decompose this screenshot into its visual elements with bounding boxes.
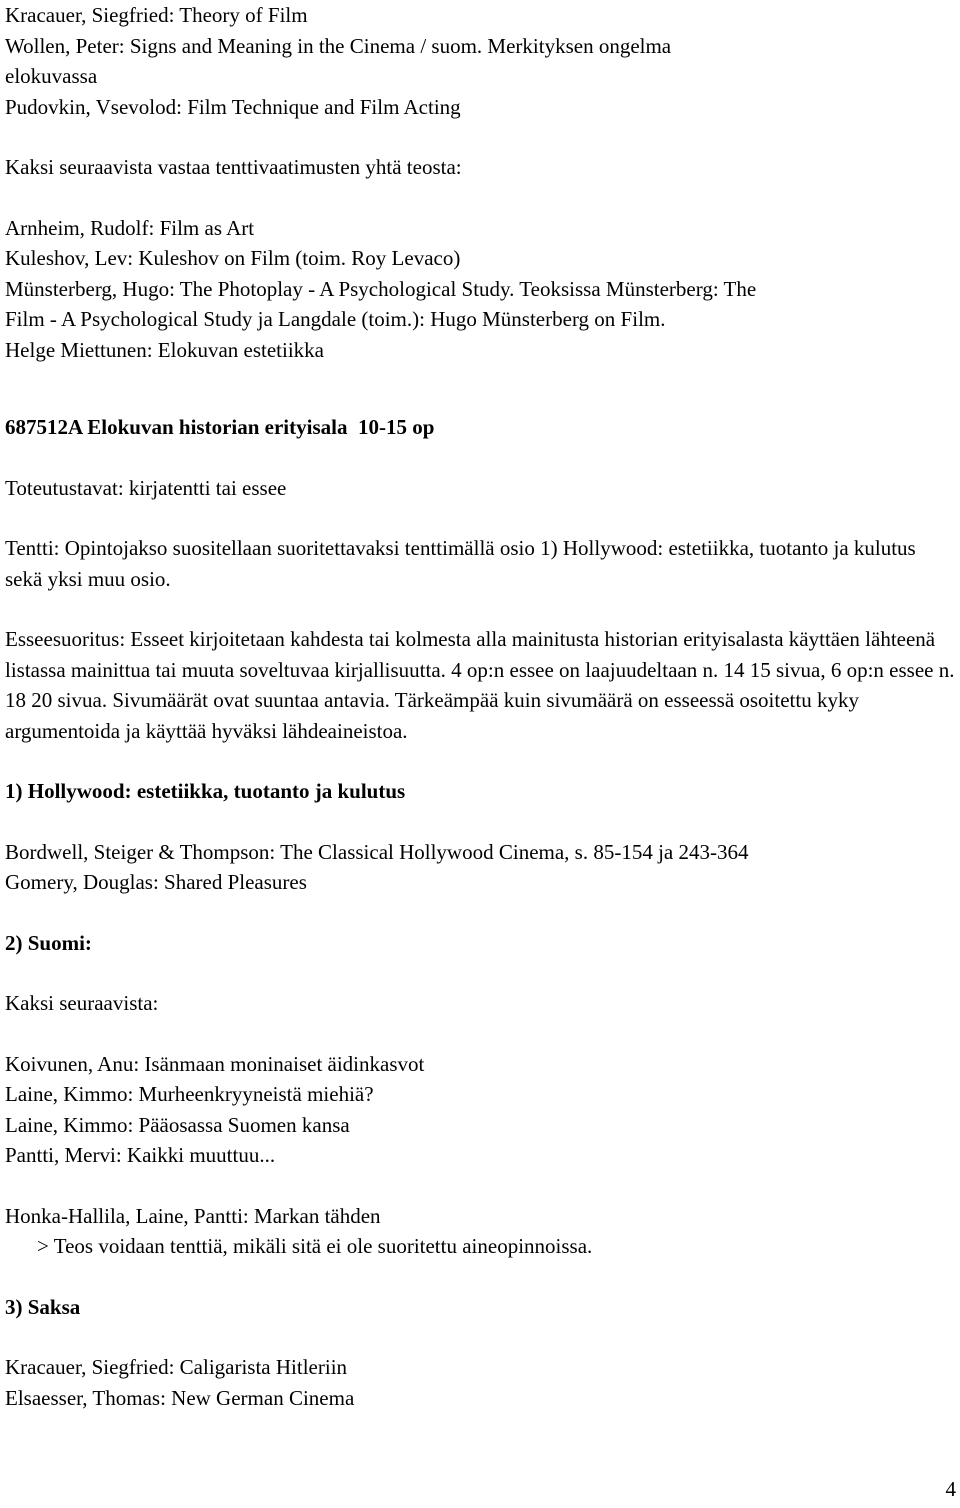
spacer	[5, 807, 955, 837]
page-number: 4	[945, 1477, 956, 1501]
spacer	[5, 746, 955, 776]
spacer	[5, 122, 955, 152]
list-item: Gomery, Douglas: Shared Pleasures	[5, 870, 307, 894]
list-item: Kuleshov, Lev: Kuleshov on Film (toim. Roy Levaco)	[5, 246, 461, 270]
spacer	[5, 1262, 955, 1292]
list-item: Kracauer, Siegfried: Theory of Film	[5, 3, 308, 27]
list-item: Kracauer, Siegfried: Caligarista Hitleriin	[5, 1355, 348, 1379]
list-item: Film - A Psychological Study ja Langdale (toim.): Hugo Münsterberg on Film.	[5, 307, 666, 331]
spacer	[5, 503, 955, 533]
options-list	[5, 213, 955, 366]
spacer	[5, 1322, 955, 1352]
course-exam-paragraph: Tentti: Opintojakso suositellaan suoritettavaksi tenttimällä osio 1) Hollywood: estetiikka, tuotanto ja kulutus sekä yksi muu osio.	[5, 536, 916, 591]
spacer	[5, 1171, 955, 1201]
section-saksa	[5, 1292, 955, 1414]
section-hollywood	[5, 776, 955, 898]
list-item: Arnheim, Rudolf: Film as Art	[5, 215, 255, 240]
course-methods: Toteutustavat: kirjatentti tai essee	[5, 475, 287, 500]
list-item: Helge Miettunen: Elokuvan estetiikka	[5, 337, 324, 362]
section-heading: 3) Saksa	[5, 1294, 81, 1319]
document-page	[5, 0, 955, 1413]
list-item: Laine, Kimmo: Pääosassa Suomen kansa	[5, 1112, 350, 1137]
list-item: elokuvassa	[5, 64, 98, 88]
section-suomi	[5, 928, 955, 1262]
section-note: Kaksi seuraavista:	[5, 991, 159, 1015]
list-item: Honka-Hallila, Laine, Pantti: Markan tähden	[5, 1203, 381, 1228]
list-item: Münsterberg, Hugo: The Photoplay - A Psychological Study. Teoksissa Münsterberg: The	[5, 276, 757, 301]
spacer	[5, 365, 955, 412]
list-item: Laine, Kimmo: Murheenkryyneistä miehiä?	[5, 1082, 374, 1106]
two-of-following-note: Kaksi seuraavista vastaa tenttivaatimusten yhtä teosta:	[5, 155, 462, 179]
section-extra-note: > Teos voidaan tenttiä, mikäli sitä ei ole suoritettu aineopinnoissa.	[37, 1234, 593, 1258]
list-item: Pantti, Mervi: Kaikki muuttuu...	[5, 1143, 276, 1167]
list-item: Bordwell, Steiger & Thompson: The Classical Hollywood Cinema, s. 85-154 ja 243-364	[5, 839, 749, 864]
list-item: Koivunen, Anu: Isänmaan moninaiset äidinkasvot	[5, 1051, 425, 1076]
list-item: Elsaesser, Thomas: New German Cinema	[5, 1385, 355, 1410]
list-item: Pudovkin, Vsevolod: Film Technique and Film Acting	[5, 94, 461, 119]
section-heading: 1) Hollywood: estetiikka, tuotanto ja kulutus	[5, 779, 406, 803]
spacer	[5, 183, 955, 213]
spacer	[5, 443, 955, 473]
course-heading: 687512A Elokuvan historian erityisala 10-15 op	[5, 415, 435, 439]
spacer	[5, 958, 955, 988]
spacer	[5, 898, 955, 928]
intro-list	[5, 0, 955, 122]
list-item: Wollen, Peter: Signs and Meaning in the Cinema / suom. Merkityksen ongelma	[5, 33, 672, 58]
spacer	[5, 594, 955, 624]
spacer	[5, 1019, 955, 1049]
course-essay-paragraph: Esseesuoritus: Esseet kirjoitetaan kahdesta tai kolmesta alla mainitusta historian erityisalasta käyttäen lähteenä listassa mainittua tai muuta soveltuvaa kirjallisuutta. 4 op:n essee on laajuudeltaan n. 14 15 sivua, 6 op:n essee n. 18 20 sivua. Sivumäärät ovat suuntaa antavia. Tärkeämpää kuin sivumäärä on esseessä osoitettu kyky argumentoida ja käyttää hyväksi lähdeaineistoa.	[5, 627, 955, 743]
section-heading: 2) Suomi:	[5, 930, 92, 955]
